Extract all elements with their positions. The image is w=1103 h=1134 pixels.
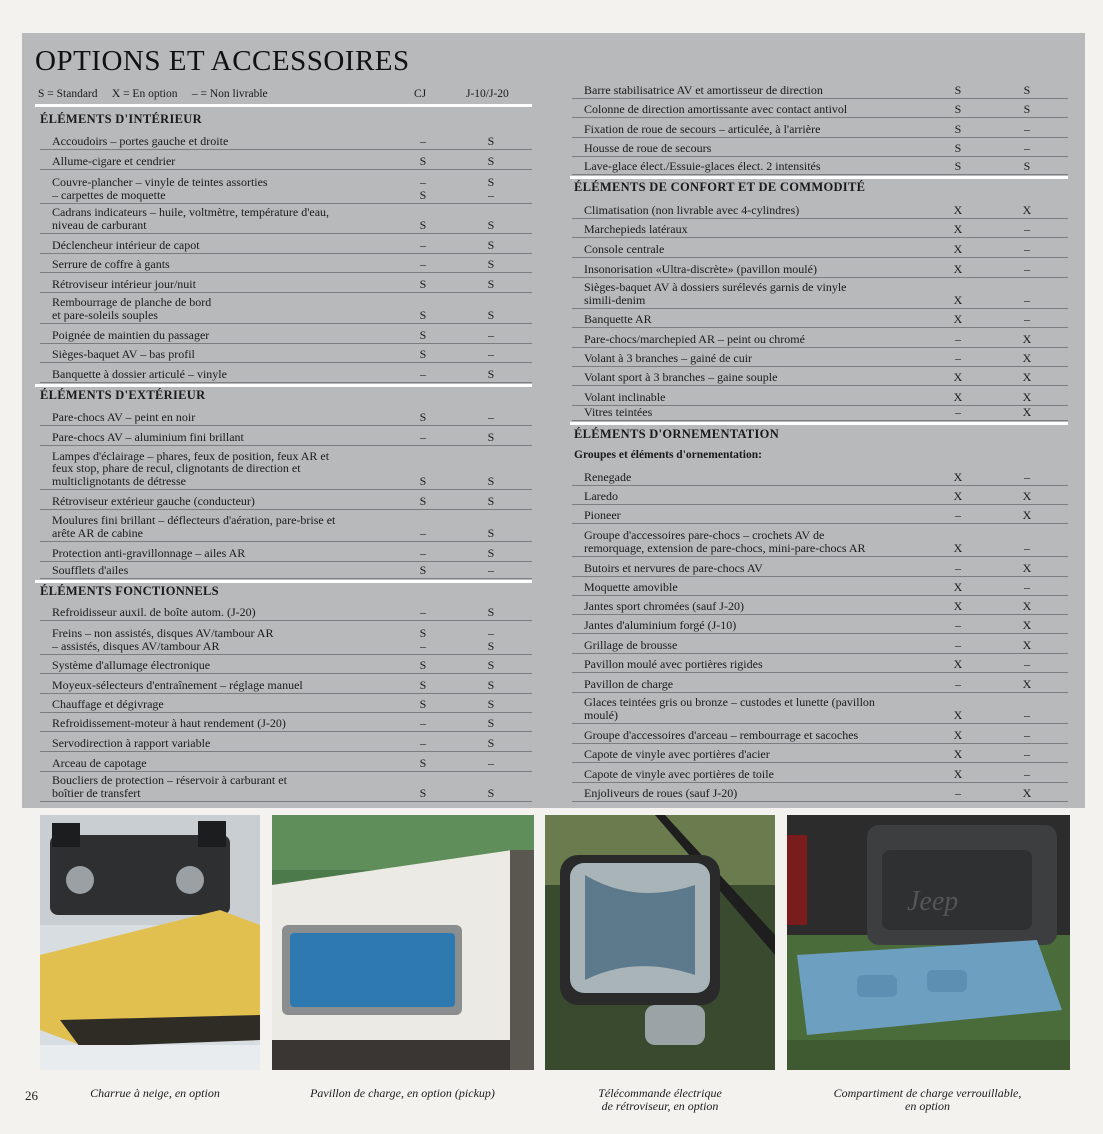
j-value: – — [1024, 311, 1030, 326]
row-label: Volant à 3 branches – gainé de cuir — [584, 350, 753, 365]
row-label: Accoudoirs – portes gauche et droite — [52, 133, 229, 148]
table-row — [572, 557, 1068, 577]
j-value: – — [1024, 540, 1030, 555]
table-row — [40, 324, 532, 344]
row-label: Pavillon moulé avec portières rigides — [584, 656, 763, 671]
row-label: Lampes d'éclairage – phares, feux de position, feux AR et feux stop, phare de recul, clignotants de direction et multiclignotants de détresse — [52, 448, 330, 488]
row-label: Jantes sport chromées (sauf J-20) — [584, 598, 744, 613]
j-value: – — [1024, 766, 1030, 781]
table-row — [572, 200, 1068, 219]
j-value: – — [1024, 121, 1030, 136]
row-label: Rétroviseur intérieur jour/nuit — [52, 276, 196, 291]
cj-value: S — [954, 82, 962, 97]
page-number: 26 — [25, 1088, 38, 1103]
table-row — [572, 724, 1068, 744]
table-row — [40, 603, 532, 621]
j-value: S — [487, 735, 495, 750]
table-row — [40, 426, 532, 446]
table-row — [40, 254, 532, 273]
cj-value: X — [953, 598, 963, 613]
table-row — [40, 655, 532, 674]
cj-value: – — [420, 545, 426, 560]
row-label: Climatisation (non livrable avec 4-cylindres) — [584, 202, 800, 217]
cj-value: – — [420, 256, 426, 271]
cj-value: S — [419, 696, 427, 711]
j-value: – — [1024, 469, 1030, 484]
row-label: Serrure de coffre à gants — [52, 256, 170, 271]
table-row — [40, 490, 532, 510]
row-label: Groupe d'accessoires pare-chocs – crochets AV de remorquage, extension de pare-chocs, mini-pare-chocs AR — [584, 528, 866, 555]
row-label: Sièges-baquet AV à dossiers surélevés garnis de vinyle simili-denim — [584, 280, 847, 307]
j-value: – — [1024, 579, 1030, 594]
row-label: Pavillon de charge — [584, 676, 674, 691]
j-value: – — [1024, 261, 1030, 276]
row-label: Rétroviseur extérieur gauche (conducteur) — [52, 493, 255, 508]
cj-value: – — [420, 735, 426, 750]
row-label: Housse de roue de secours — [584, 140, 712, 155]
section-heading: ÉLÉMENTS DE CONFORT ET DE COMMODITÉ — [574, 180, 866, 194]
row-label: Pare-chocs AV – peint en noir — [52, 409, 196, 424]
row-label: Soufflets d'ailes — [52, 562, 129, 577]
j-value: X — [1022, 331, 1032, 346]
j-value: S — [487, 429, 495, 444]
row-label: Refroidisseur auxil. de boîte autom. (J-20) — [52, 604, 256, 619]
cj-value: S — [419, 785, 427, 800]
row-label: Insonorisation «Ultra-discrète» (pavillon moulé) — [584, 261, 817, 276]
j-value: – — [488, 562, 494, 577]
table-row — [40, 674, 532, 694]
caption-snow-plow: Charrue à neige, en option — [90, 1086, 220, 1100]
j-value: S — [487, 276, 495, 291]
cj-value: – — [955, 785, 961, 800]
cj-value: – — [420, 429, 426, 444]
cab-cap-photo — [272, 815, 534, 1070]
j-value: X — [1022, 560, 1032, 575]
cj-value: X — [953, 727, 963, 742]
row-label: Allume-cigare et cendrier — [52, 153, 176, 168]
j-value: – — [1024, 746, 1030, 761]
cj-value: S — [419, 409, 427, 424]
mirror-photo — [545, 815, 775, 1070]
j-value: X — [1022, 389, 1032, 404]
cj-value: – — [955, 617, 961, 632]
table-row — [572, 505, 1068, 524]
cj-value: X — [953, 469, 963, 484]
cj-value: S — [419, 473, 427, 488]
legend-text: S = Standard X = En option – = Non livrable — [38, 88, 268, 100]
cj-value: X — [953, 540, 963, 555]
j-value: S — [1023, 158, 1031, 173]
j-value: – — [1024, 707, 1030, 722]
col-header-cj: CJ — [414, 88, 427, 100]
table-row — [572, 386, 1068, 406]
row-label: Console centrale — [584, 241, 665, 256]
row-label: Pare-chocs/marchepied AR – peint ou chromé — [584, 331, 805, 346]
table-row — [572, 634, 1068, 654]
cj-value: – — [955, 637, 961, 652]
section-heading: ÉLÉMENTS D'INTÉRIEUR — [40, 112, 202, 126]
j-value: – S — [487, 626, 495, 653]
table-row — [40, 752, 532, 772]
j-value: – — [488, 346, 494, 361]
cj-value: S — [419, 217, 427, 232]
row-label: Couvre-plancher – vinyle de teintes assorties – carpettes de moquette — [52, 175, 268, 202]
j-value: X — [1022, 404, 1032, 419]
cargo-box-photo — [787, 815, 1070, 1070]
row-label: Système d'allumage électronique — [52, 657, 211, 672]
cj-value: X — [953, 656, 963, 671]
cj-value: X — [953, 746, 963, 761]
j-value: S — [487, 153, 495, 168]
j-value: S — [1023, 101, 1031, 116]
cj-value: S — [419, 276, 427, 291]
j-value: S — [487, 366, 495, 381]
table-row — [572, 654, 1068, 673]
cj-value: X — [953, 311, 963, 326]
j-value: X — [1022, 785, 1032, 800]
row-label: Protection anti-gravillonnage – ailes AR — [52, 545, 246, 560]
table-row — [572, 157, 1068, 175]
table-row — [572, 99, 1068, 118]
j-value: – — [1024, 221, 1030, 236]
row-label: Volant inclinable — [584, 389, 666, 404]
caption-mirror: Télécommande électrique de rétroviseur, en option — [598, 1086, 722, 1113]
cj-value: – — [955, 560, 961, 575]
table-row — [572, 118, 1068, 138]
j-value: X — [1022, 676, 1032, 691]
cj-value: – — [420, 525, 426, 540]
cj-value: X — [953, 579, 963, 594]
cj-value: X — [953, 292, 963, 307]
j-value: S — [487, 545, 495, 560]
cj-value: – S — [419, 175, 427, 202]
divider — [570, 176, 1068, 179]
table-row — [572, 596, 1068, 615]
cj-value: X — [953, 202, 963, 217]
cj-value: S — [419, 657, 427, 672]
cj-value: – — [955, 331, 961, 346]
row-label: Poignée de maintien du passager — [52, 327, 210, 342]
caption-cargo-box: Compartiment de charge verrouillable, en option — [833, 1086, 1022, 1113]
row-label: Jantes d'aluminium forgé (J-10) — [584, 617, 737, 632]
j-value: X — [1022, 488, 1032, 503]
j-value: S — [487, 133, 495, 148]
row-label: Vitres teintées — [584, 404, 653, 419]
j-value: S — [487, 525, 495, 540]
cj-value: S — [419, 677, 427, 692]
cj-value: X — [953, 221, 963, 236]
j-value: S — [487, 677, 495, 692]
j-value: S — [487, 217, 495, 232]
row-label: Rembourrage de planche de bord et pare-soleils souples — [52, 295, 212, 322]
j-value: X — [1022, 507, 1032, 522]
cj-value: S — [954, 140, 962, 155]
table-row — [40, 150, 532, 170]
table-row — [572, 80, 1068, 99]
table-row — [572, 763, 1068, 783]
row-label: Moquette amovible — [584, 579, 678, 594]
table-row — [572, 783, 1068, 802]
table-row — [572, 367, 1068, 386]
section-heading: ÉLÉMENTS FONCTIONNELS — [40, 584, 219, 598]
table-row — [572, 406, 1068, 421]
row-label: Cadrans indicateurs – huile, voltmètre, température d'eau, niveau de carburant — [52, 205, 330, 232]
row-label: Enjoliveurs de roues (sauf J-20) — [584, 785, 738, 800]
j-value: S — [487, 785, 495, 800]
section-heading: ÉLÉMENTS D'ORNEMENTATION — [574, 427, 780, 441]
row-label: Déclencheur intérieur de capot — [52, 237, 200, 252]
row-label: Banquette AR — [584, 311, 652, 326]
j-value: S — [487, 657, 495, 672]
cj-value: S — [419, 307, 427, 322]
row-label: Lave-glace élect./Essuie-glaces élect. 2 intensités — [584, 158, 821, 173]
j-value: – — [1024, 656, 1030, 671]
j-value: X — [1022, 617, 1032, 632]
j-value: – — [1024, 727, 1030, 742]
table-row — [40, 293, 532, 324]
cj-value: S — [954, 121, 962, 136]
cj-value: X — [953, 707, 963, 722]
table-row — [40, 713, 532, 732]
divider — [35, 580, 532, 583]
col-header-j: J-10/J-20 — [466, 88, 509, 100]
j-value: S — [487, 715, 495, 730]
row-label: Laredo — [584, 488, 618, 503]
cj-value: S — [419, 327, 427, 342]
table-row — [572, 328, 1068, 348]
table-row — [40, 562, 532, 579]
row-label: Freins – non assistés, disques AV/tambour AR – assistés, disques AV/tambour AR — [52, 626, 274, 653]
cj-value: – — [420, 715, 426, 730]
table-row — [572, 348, 1068, 367]
table-row — [40, 772, 532, 802]
row-label: Pioneer — [584, 507, 621, 522]
row-label: Barre stabilisatrice AV et amortisseur de direction — [584, 82, 823, 97]
section-subheading: Groupes et éléments d'ornementation: — [574, 449, 762, 461]
table-row — [40, 510, 532, 542]
table-row — [40, 170, 532, 204]
cj-value: – — [420, 133, 426, 148]
row-label: Grillage de brousse — [584, 637, 678, 652]
j-value: X — [1022, 369, 1032, 384]
j-value: S — [487, 473, 495, 488]
cj-value: S — [419, 562, 427, 577]
row-label: Groupe d'accessoires d'arceau – rembourrage et sacoches — [584, 727, 859, 742]
table-row — [572, 744, 1068, 763]
row-label: Banquette à dossier articulé – vinyle — [52, 366, 227, 381]
table-row — [572, 577, 1068, 596]
cj-value: X — [953, 241, 963, 256]
cj-value: X — [953, 766, 963, 781]
table-row — [572, 238, 1068, 258]
table-row — [40, 621, 532, 655]
cj-value: S – — [419, 626, 427, 653]
page-title: OPTIONS ET ACCESSOIRES — [35, 45, 410, 77]
row-label: Refroidissement-moteur à haut rendement (J-20) — [52, 715, 286, 730]
cj-value: – — [420, 237, 426, 252]
table-row — [572, 278, 1068, 309]
row-label: Fixation de roue de secours – articulée, à l'arrière — [584, 121, 821, 136]
row-label: Capote de vinyle avec portières d'acier — [584, 746, 770, 761]
snow-plow-photo — [40, 815, 260, 1070]
row-label: Marchepieds latéraux — [584, 221, 688, 236]
cj-value: – — [955, 676, 961, 691]
table-row — [40, 446, 532, 490]
cj-value: – — [955, 404, 961, 419]
cj-value: X — [953, 488, 963, 503]
table-row — [572, 615, 1068, 634]
row-label: Butoirs et nervures de pare-chocs AV — [584, 560, 763, 575]
row-label: Renegade — [584, 469, 632, 484]
table-row — [40, 204, 532, 234]
table-row — [572, 524, 1068, 557]
row-label: Moulures fini brillant – déflecteurs d'aération, pare-brise et arête AR de cabine — [52, 513, 336, 540]
j-value: – — [1024, 140, 1030, 155]
table-row — [572, 693, 1068, 724]
j-value: X — [1022, 202, 1032, 217]
cj-value: S — [419, 755, 427, 770]
divider — [35, 384, 532, 387]
j-value: S — [1023, 82, 1031, 97]
j-value: – — [488, 409, 494, 424]
table-row — [40, 344, 532, 363]
table-row — [40, 130, 532, 150]
j-value: X — [1022, 350, 1032, 365]
table-row — [572, 219, 1068, 238]
row-label: Arceau de capotage — [52, 755, 147, 770]
j-value: S — [487, 604, 495, 619]
j-value: – — [488, 327, 494, 342]
row-label: Moyeux-sélecteurs d'entraînement – réglage manuel — [52, 677, 303, 692]
row-label: Colonne de direction amortissante avec contact antivol — [584, 101, 848, 116]
cj-value: – — [955, 350, 961, 365]
cj-value: – — [420, 366, 426, 381]
cj-value: S — [419, 153, 427, 168]
table-row — [40, 542, 532, 562]
cj-value: – — [955, 507, 961, 522]
cj-value: X — [953, 389, 963, 404]
j-value: X — [1022, 598, 1032, 613]
cj-value: S — [419, 493, 427, 508]
table-row — [572, 258, 1068, 278]
j-value: S — [487, 493, 495, 508]
j-value: X — [1022, 637, 1032, 652]
table-row — [572, 486, 1068, 505]
cj-value: S — [954, 158, 962, 173]
row-label: Boucliers de protection – réservoir à carburant et boîtier de transfert — [52, 773, 287, 800]
caption-cab-cap: Pavillon de charge, en option (pickup) — [310, 1086, 495, 1100]
row-label: Pare-chocs AV – aluminium fini brillant — [52, 429, 244, 444]
table-row — [572, 466, 1068, 486]
svg-text:Jeep: Jeep — [907, 886, 959, 917]
row-label: Sièges-baquet AV – bas profil — [52, 346, 195, 361]
cj-value: X — [953, 369, 963, 384]
j-value: S — [487, 256, 495, 271]
j-value: S – — [487, 175, 495, 202]
j-value: S — [487, 237, 495, 252]
cj-value: X — [953, 261, 963, 276]
table-row — [572, 309, 1068, 328]
j-value: S — [487, 696, 495, 711]
table-row — [40, 234, 532, 254]
divider — [570, 422, 1068, 425]
table-row — [572, 673, 1068, 693]
table-row — [40, 694, 532, 713]
section-heading: ÉLÉMENTS D'EXTÉRIEUR — [40, 388, 206, 402]
row-label: Volant sport à 3 branches – gaine souple — [584, 369, 778, 384]
j-value: – — [1024, 241, 1030, 256]
j-value: S — [487, 307, 495, 322]
table-row — [40, 363, 532, 383]
row-label: Glaces teintées gris ou bronze – custodes et lunette (pavillon moulé) — [584, 695, 875, 722]
table-row — [40, 407, 532, 426]
row-label: Servodirection à rapport variable — [52, 735, 211, 750]
divider — [35, 104, 532, 107]
j-value: – — [488, 755, 494, 770]
table-row — [572, 138, 1068, 157]
cj-value: S — [419, 346, 427, 361]
table-row — [40, 273, 532, 293]
cj-value: – — [420, 604, 426, 619]
j-value: – — [1024, 292, 1030, 307]
cj-value: S — [954, 101, 962, 116]
table-row — [40, 732, 532, 752]
row-label: Capote de vinyle avec portières de toile — [584, 766, 774, 781]
row-label: Chauffage et dégivrage — [52, 696, 164, 711]
